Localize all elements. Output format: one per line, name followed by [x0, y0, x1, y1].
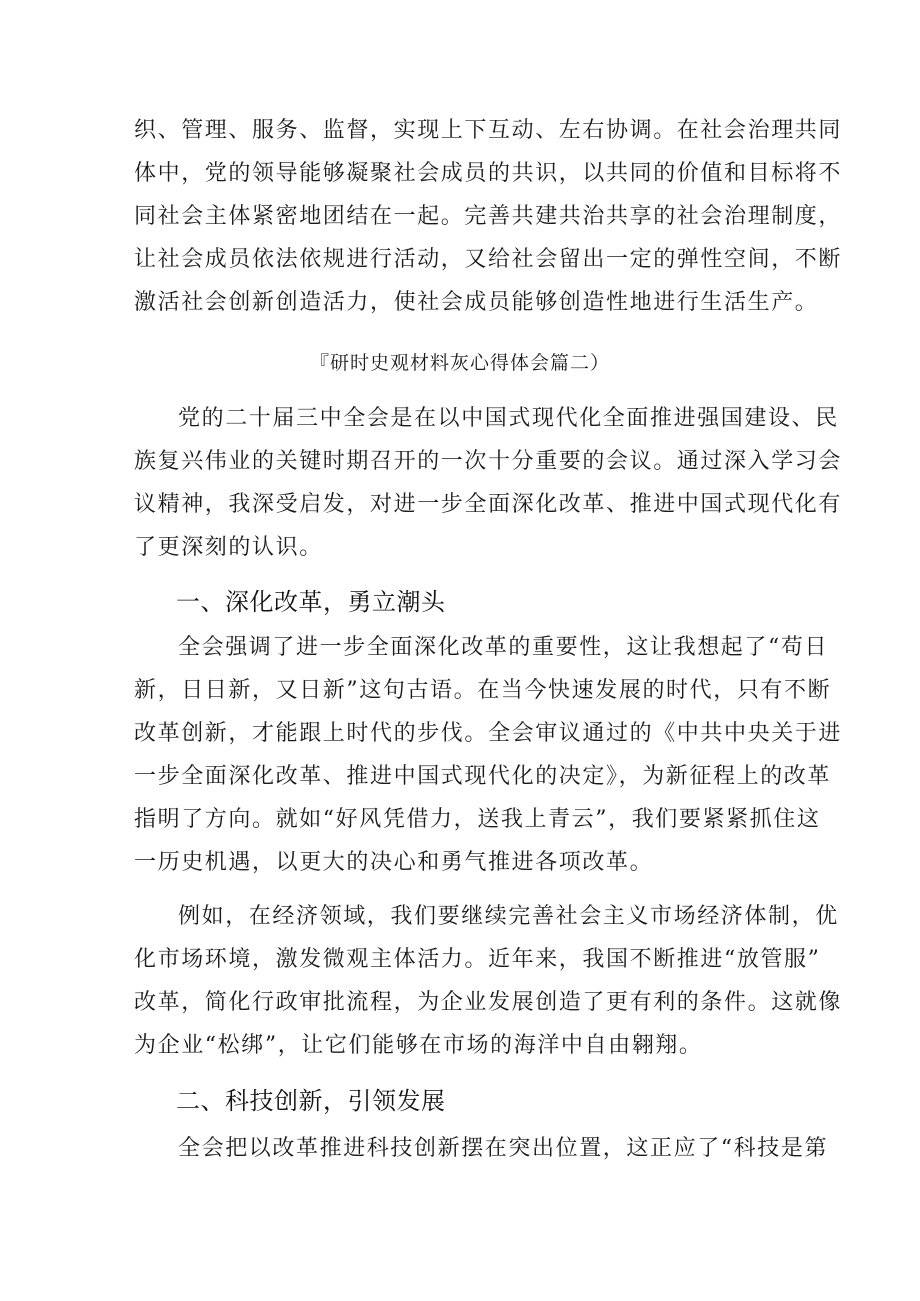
- text-line: 织、管理、服务、监督，实现上下互动、左右协调。在社会治理共同: [134, 118, 843, 143]
- text-line: 体中，党的领导能够凝聚社会成员的共识，以共同的价值和目标将不: [134, 161, 843, 186]
- section-heading: 二、科技创新，引领发展: [176, 1087, 446, 1115]
- text-line: 一历史机遇，以更大的决心和勇气推进各项改革。: [134, 850, 654, 875]
- text-line: 为企业“松绑”，让它们能够在市场的海洋中自由翱翔。: [134, 1033, 703, 1058]
- section-subtitle: 『研时史观材料灰心得体会篇二）: [309, 352, 610, 374]
- text-line: 同社会主体紧密地团结在一起。完善共建共治共享的社会治理制度，: [134, 204, 843, 229]
- text-line: 党的二十届三中全会是在以中国式现代化全面推进强国建设、民: [178, 406, 839, 431]
- text-line: 改革，简化行政审批流程，为企业发展创造了更有利的条件。这就像: [134, 990, 843, 1015]
- text-line: 例如，在经济领域，我们要继续完善社会主义市场经济体制，优: [178, 904, 839, 929]
- text-line: 指明了方向。就如“好风凭借力，送我上青云”，我们要紧紧抓住这: [134, 807, 821, 832]
- text-line: 让社会成员依法依规进行活动，又给社会留出一定的弹性空间，不断: [134, 247, 843, 272]
- text-line: 激活社会创新创造活力，使社会成员能够创造性地进行生活生产。: [134, 290, 819, 315]
- text-line: 了更深刻的认识。: [134, 535, 323, 560]
- text-line: 一步全面深化改革、推进中国式现代化的决定》，为新征程上的改革: [134, 764, 832, 789]
- text-line: 议精神，我深受启发，对进一步全面深化改革、推进中国式现代化有: [134, 492, 843, 517]
- section-heading: 一、深化改革，勇立潮头: [176, 588, 446, 616]
- text-line: 改革创新，才能跟上时代的步伐。全会审议通过的《中共中央关于进: [134, 721, 843, 746]
- text-line: 全会强调了进一步全面深化改革的重要性，这让我想起了“苟日: [178, 635, 829, 660]
- text-line: 族复兴伟业的关键时期召开的一次十分重要的会议。通过深入学习会: [134, 449, 843, 474]
- text-line: 化市场环境，激发微观主体活力。近年来，我国不断推进“放管服”: [134, 947, 821, 972]
- text-line: 全会把以改革推进科技创新摆在突出位置，这正应了“科技是第: [178, 1136, 829, 1161]
- text-line: 新，日日新，又日新”这句古语。在当今快速发展的时代，只有不断: [134, 678, 832, 703]
